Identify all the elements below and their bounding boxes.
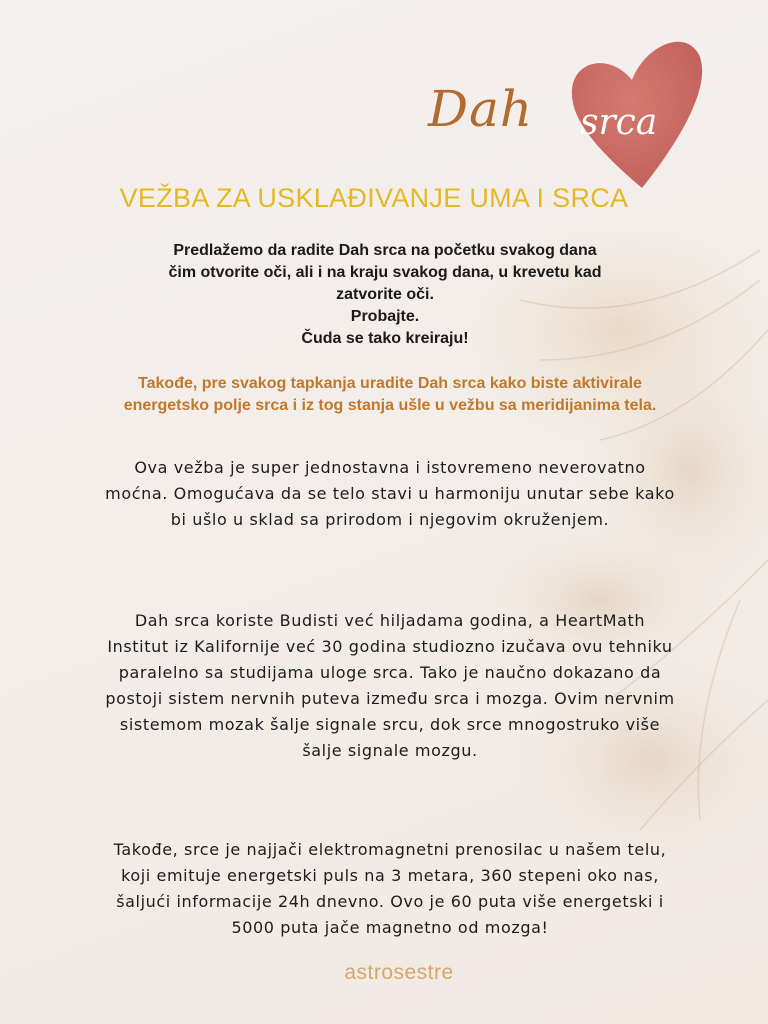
logo-word-dah: Dah xyxy=(428,80,534,138)
intro-line: čim otvorite oči, ali i na kraju svakog dana, u krevetu kad xyxy=(168,264,602,281)
intro-line: Probajte. xyxy=(350,308,420,325)
logo-word-srca: srca xyxy=(580,102,658,143)
dah-srca-logo xyxy=(420,28,720,198)
intro-line: Čuda se tako kreiraju! xyxy=(301,330,469,347)
intro-line: Predlažemo da radite Dah srca na početku svakog dana xyxy=(173,242,597,259)
intro-text xyxy=(110,240,660,350)
body-paragraph: Ova vežba je super jednostavna i istovremeno neverovatno moćna. Omogućava da se telo stavi u harmoniju unutar sebe kako bi ušlo u sklad sa prirodom i njegovim okruženjem. xyxy=(105,458,675,529)
page-title: VEŽBA ZA USKLAĐIVANJE UMA I SRCA xyxy=(119,183,629,213)
body-paragraph: Dah srca koriste Budisti već hiljadama godina, a HeartMath Institut iz Kalifornije već 30 godina studiozno izučava ovu tehniku paralelno sa studijama uloge srca. Tako je naučno dokazano da postoji sistem nervnih puteva između srca i mozga. Ovim nervnim sistemom mozak šalje signale srcu, dok srce mnogostruko više šalje signale mozgu. xyxy=(105,611,675,760)
intro-line: zatvorite oči. xyxy=(336,286,434,303)
body-paragraph: Takođe, srce je najjači elektromagnetni prenosilac u našem telu, koji emituje energetski puls na 3 metara, 360 stepeni oko nas, šaljući informacije 24h dnevno. Ovo je 60 puta više energetski i 5000 puta jače magnetno od mozga! xyxy=(113,840,667,937)
highlight-paragraph: Takođe, pre svakog tapkanja uradite Dah srca kako biste aktivirale energetsko polje srca i iz tog stanja ušle u vežbu sa meridijanima tela. xyxy=(123,375,657,414)
footer-brand-logo: astrosestre xyxy=(344,961,454,984)
